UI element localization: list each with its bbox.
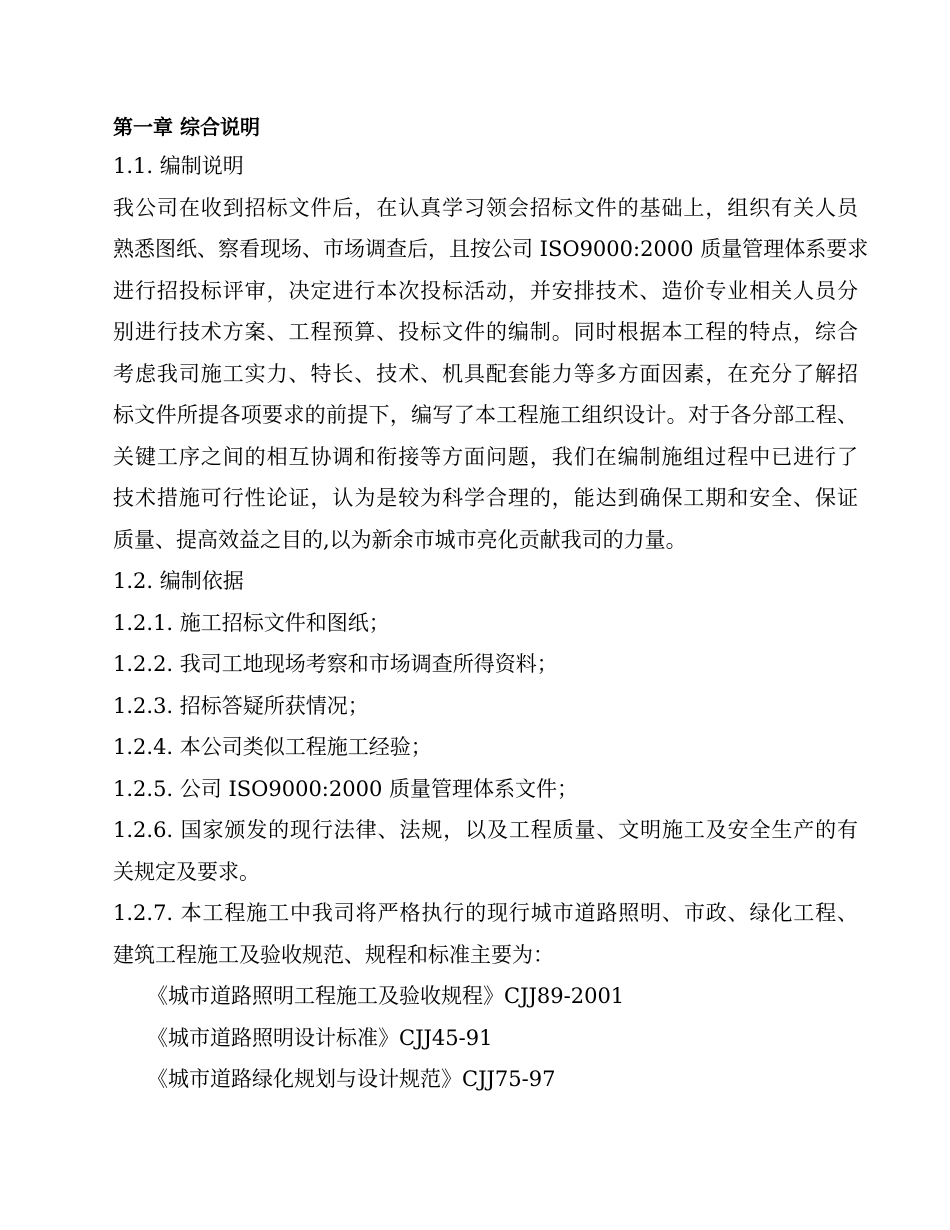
basis-item-6-line: 1.2.6. 国家颁发的现行法律、法规，以及工程质量、文明施工及安全生产的有: [113, 818, 858, 842]
paragraph-line: 技术措施可行性论证，认为是较为科学合理的，能达到确保工期和安全、保证: [113, 486, 858, 510]
paragraph-line: 考虑我司施工实力、特长、技术、机具配套能力等多方面因素，在充分了解招: [113, 361, 858, 386]
standards-list: [113, 976, 858, 1101]
paragraph-line: 别进行技术方案、工程预算、投标文件的编制。同时根据本工程的特点，综合: [113, 320, 858, 344]
basis-item-6-line: 关规定及要求。: [113, 859, 260, 884]
chapter-title: 第一章 综合说明: [113, 115, 260, 139]
document-body: [113, 108, 869, 1101]
basis-item-5: 1.2.5. 公司 ISO9000:2000 质量管理体系文件；: [113, 776, 578, 801]
section-heading-1-1: 1.1. 编制说明: [113, 154, 244, 178]
standard-item: 《城市道路照明设计标准》CJJ45-91: [147, 1025, 493, 1050]
paragraph-line: 关键工序之间的相互协调和衔接等方面问题，我们在编制施组过程中已进行了: [113, 444, 858, 469]
basis-item-3: 1.2.3. 招标答疑所获情况；: [113, 693, 369, 718]
paragraph-line: 标文件所提各项要求的前提下，编写了本工程施工组织设计。对于各分部工程、: [113, 403, 858, 427]
basis-item-1: 1.2.1. 施工招标文件和图纸；: [113, 610, 390, 635]
basis-item-7-line: 建筑工程施工及验收规范、规程和标准主要为：: [113, 942, 554, 967]
standard-item: 《城市道路绿化规划与设计规范》CJJ75-97: [147, 1067, 556, 1091]
paragraph-line: 我公司在收到招标文件后，在认真学习领会招标文件的基础上，组织有关人员: [113, 195, 858, 220]
section-1-1-paragraph: [113, 188, 869, 562]
paragraph-line: 质量、提高效益之目的,以为新余市城市亮化贡献我司的力量。: [113, 527, 687, 552]
paragraph-line: 熟悉图纸、察看现场、市场调查后，且按公司 ISO9000:2000 质量管理体系要求: [113, 237, 869, 261]
basis-item-4: 1.2.4. 本公司类似工程施工经验；: [113, 735, 432, 759]
basis-item-2: 1.2.2. 我司工地现场考察和市场调查所得资料；: [113, 652, 558, 676]
basis-item-7-line: 1.2.7. 本工程施工中我司将严格执行的现行城市道路照明、市政、绿化工程、: [113, 901, 858, 925]
section-heading-1-2: 1.2. 编制依据: [113, 569, 244, 593]
basis-list: [113, 603, 858, 977]
paragraph-line: 进行招投标评审，决定进行本次投标活动，并安排技术、造价专业相关人员分: [113, 278, 858, 303]
standard-item: 《城市道路照明工程施工及验收规程》CJJ89-2001: [147, 984, 625, 1008]
